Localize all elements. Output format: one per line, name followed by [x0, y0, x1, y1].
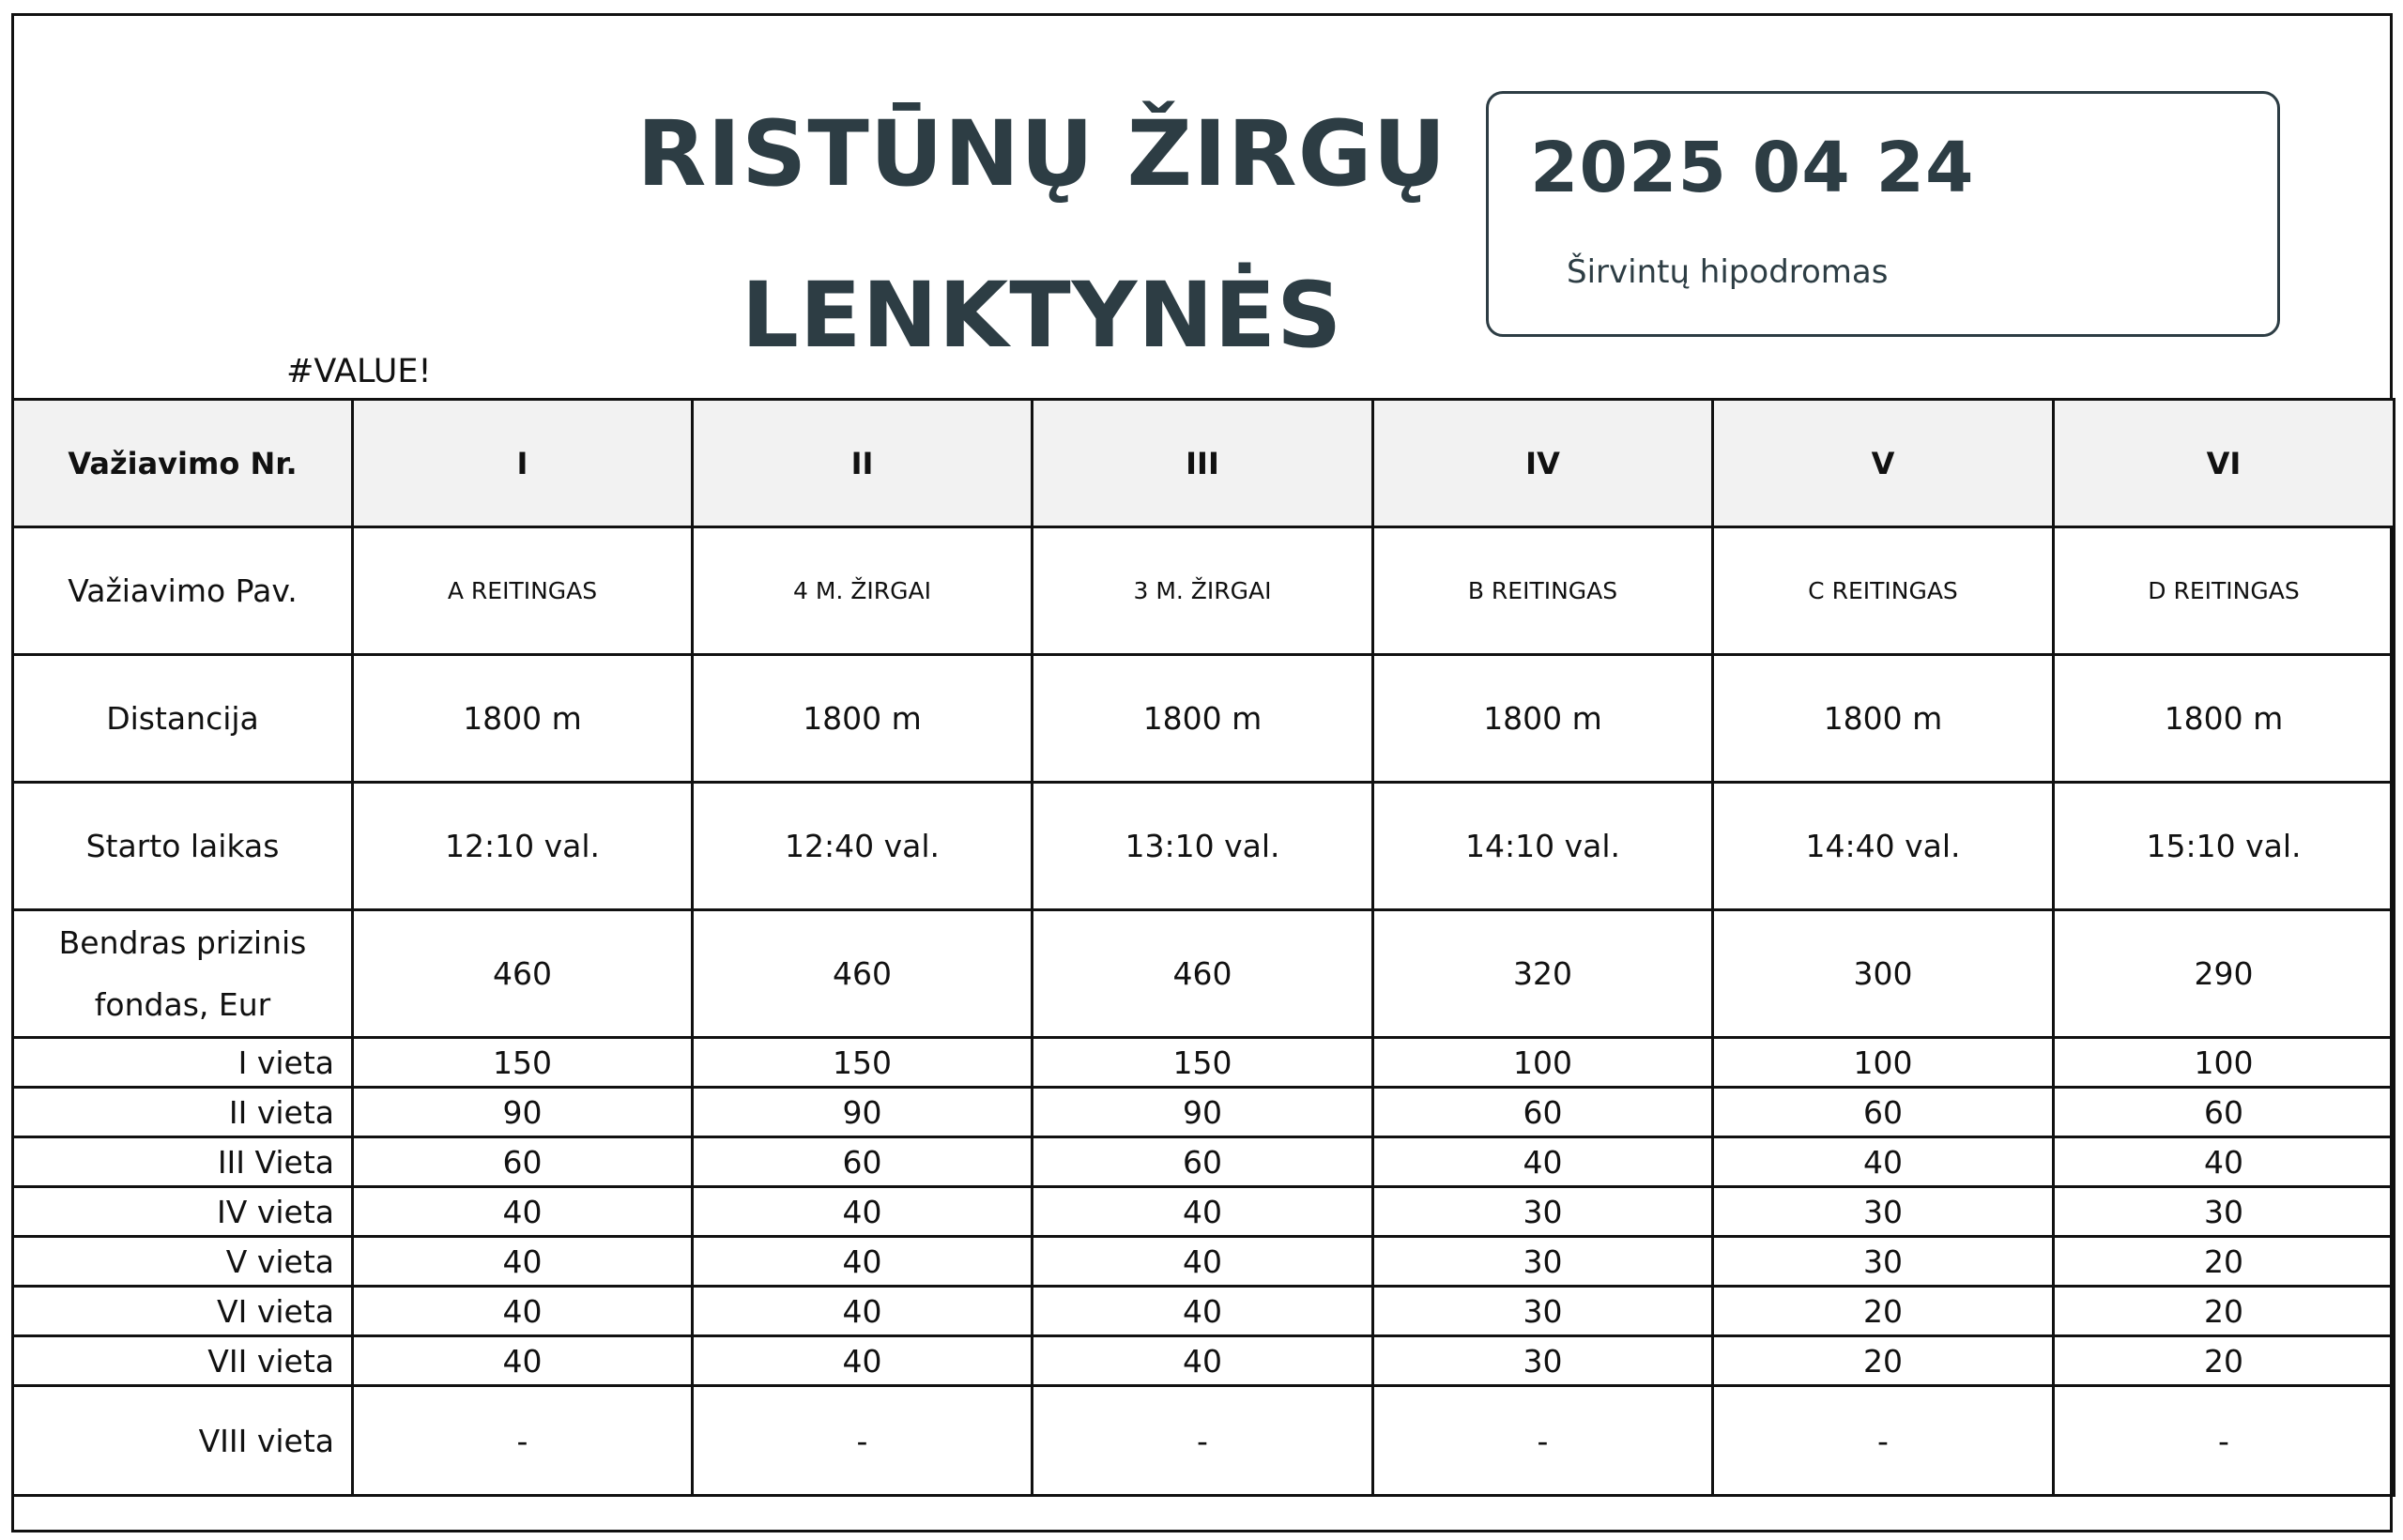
place-prize: 40 [693, 1336, 1033, 1386]
race-number: IV [1373, 400, 1713, 527]
place-row [13, 1336, 2395, 1386]
race-number: III [1033, 400, 1373, 527]
race-name: C REITINGAS [1713, 527, 2054, 655]
prize-fund-cell: 460 [693, 910, 1033, 1038]
header-row [13, 400, 2395, 527]
race-number: I [353, 400, 693, 527]
prize-fund-cell: 460 [353, 910, 693, 1038]
place-prize: 40 [353, 1336, 693, 1386]
place-prize: 30 [1373, 1187, 1713, 1237]
header-label: Važiavimo Nr. [13, 400, 353, 527]
distance-cell: 1800 m [1033, 655, 1373, 783]
error-cell: #VALUE! [286, 353, 432, 390]
place-prize: 90 [353, 1088, 693, 1137]
place-prize: 40 [1713, 1137, 2054, 1187]
place-label: VI vieta [13, 1287, 353, 1336]
place-prize: 90 [1033, 1088, 1373, 1137]
race-number: VI [2054, 400, 2395, 527]
race-name: B REITINGAS [1373, 527, 1713, 655]
place-prize: 40 [1033, 1336, 1373, 1386]
race-name: A REITINGAS [353, 527, 693, 655]
distance-cell: 1800 m [1373, 655, 1713, 783]
place-label: VII vieta [13, 1336, 353, 1386]
start-time-row [13, 783, 2395, 910]
place-prize: 20 [2054, 1336, 2395, 1386]
race-table [11, 398, 2395, 1497]
distance-row [13, 655, 2395, 783]
prize-fund-label-line-2: fondas, Eur [94, 985, 271, 1023]
place-row [13, 1038, 2395, 1088]
distance-cell: 1800 m [2054, 655, 2395, 783]
place-prize: - [353, 1386, 693, 1496]
place-prize: 60 [1373, 1088, 1713, 1137]
race-number: V [1713, 400, 2054, 527]
date-box [1486, 91, 2280, 337]
place-label: III Vieta [13, 1137, 353, 1187]
place-prize: 40 [353, 1187, 693, 1237]
place-prize: 30 [1713, 1237, 2054, 1287]
prize-fund-cell: 320 [1373, 910, 1713, 1038]
prize-fund-cell: 460 [1033, 910, 1373, 1038]
place-row [13, 1386, 2395, 1496]
place-prize: 150 [1033, 1038, 1373, 1088]
distance-label: Distancija [13, 655, 353, 783]
start-time-cell: 14:10 val. [1373, 783, 1713, 910]
start-time-cell: 13:10 val. [1033, 783, 1373, 910]
place-prize: 30 [1373, 1237, 1713, 1287]
distance-cell: 1800 m [693, 655, 1033, 783]
place-prize: 90 [693, 1088, 1033, 1137]
place-label: II vieta [13, 1088, 353, 1137]
place-prize: 20 [2054, 1237, 2395, 1287]
place-prize: 40 [693, 1287, 1033, 1336]
place-prize: 40 [353, 1237, 693, 1287]
place-prize: 30 [1713, 1187, 2054, 1237]
place-prize: 40 [693, 1237, 1033, 1287]
place-prize: 30 [1373, 1336, 1713, 1386]
place-prize: 60 [353, 1137, 693, 1187]
page-title [610, 73, 1474, 396]
place-prize: 20 [1713, 1287, 2054, 1336]
place-prize: 40 [1373, 1137, 1713, 1187]
race-name: 4 M. ŽIRGAI [693, 527, 1033, 655]
distance-cell: 1800 m [1713, 655, 2054, 783]
place-prize: 40 [1033, 1237, 1373, 1287]
place-prize: - [1373, 1386, 1713, 1496]
place-row [13, 1187, 2395, 1237]
distance-cell: 1800 m [353, 655, 693, 783]
place-prize: 30 [1373, 1287, 1713, 1336]
event-venue: Širvintų hipodromas [1567, 253, 1889, 291]
start-time-label: Starto laikas [13, 783, 353, 910]
event-date: 2025 04 24 [1530, 128, 1975, 208]
place-prize: 40 [2054, 1137, 2395, 1187]
prize-fund-label [13, 910, 353, 1038]
race-name-row [13, 527, 2395, 655]
place-row [13, 1137, 2395, 1187]
place-prize: - [2054, 1386, 2395, 1496]
place-prize: 20 [2054, 1287, 2395, 1336]
place-prize: 100 [2054, 1038, 2395, 1088]
place-prize: 60 [1713, 1088, 2054, 1137]
place-label: VIII vieta [13, 1386, 353, 1496]
place-prize: 20 [1713, 1336, 2054, 1386]
place-label: V vieta [13, 1237, 353, 1287]
place-prize: 60 [693, 1137, 1033, 1187]
start-time-cell: 12:40 val. [693, 783, 1033, 910]
place-row [13, 1088, 2395, 1137]
title-line-1: RISTŪNŲ ŽIRGŲ [636, 101, 1447, 206]
race-number: II [693, 400, 1033, 527]
race-name: 3 M. ŽIRGAI [1033, 527, 1373, 655]
place-label: IV vieta [13, 1187, 353, 1237]
place-prize: 40 [353, 1287, 693, 1336]
place-prize: - [1713, 1386, 2054, 1496]
race-name: D REITINGAS [2054, 527, 2395, 655]
start-time-cell: 12:10 val. [353, 783, 693, 910]
start-time-cell: 15:10 val. [2054, 783, 2395, 910]
place-prize: - [693, 1386, 1033, 1496]
prize-fund-label-line-1: Bendras prizinis [58, 923, 307, 961]
place-row [13, 1237, 2395, 1287]
race-name-label: Važiavimo Pav. [13, 527, 353, 655]
title-line-2: LENKTYNĖS [741, 263, 1343, 368]
place-prize: 100 [1713, 1038, 2054, 1088]
place-prize: 60 [2054, 1088, 2395, 1137]
place-prize: 30 [2054, 1187, 2395, 1237]
place-prize: 100 [1373, 1038, 1713, 1088]
place-label: I vieta [13, 1038, 353, 1088]
place-prize: 150 [353, 1038, 693, 1088]
place-row [13, 1287, 2395, 1336]
prize-fund-cell: 300 [1713, 910, 2054, 1038]
place-prize: - [1033, 1386, 1373, 1496]
start-time-cell: 14:40 val. [1713, 783, 2054, 910]
place-prize: 60 [1033, 1137, 1373, 1187]
place-prize: 150 [693, 1038, 1033, 1088]
place-prize: 40 [1033, 1187, 1373, 1237]
place-prize: 40 [1033, 1287, 1373, 1336]
prize-fund-row [13, 910, 2395, 1038]
prize-fund-cell: 290 [2054, 910, 2395, 1038]
place-prize: 40 [693, 1187, 1033, 1237]
